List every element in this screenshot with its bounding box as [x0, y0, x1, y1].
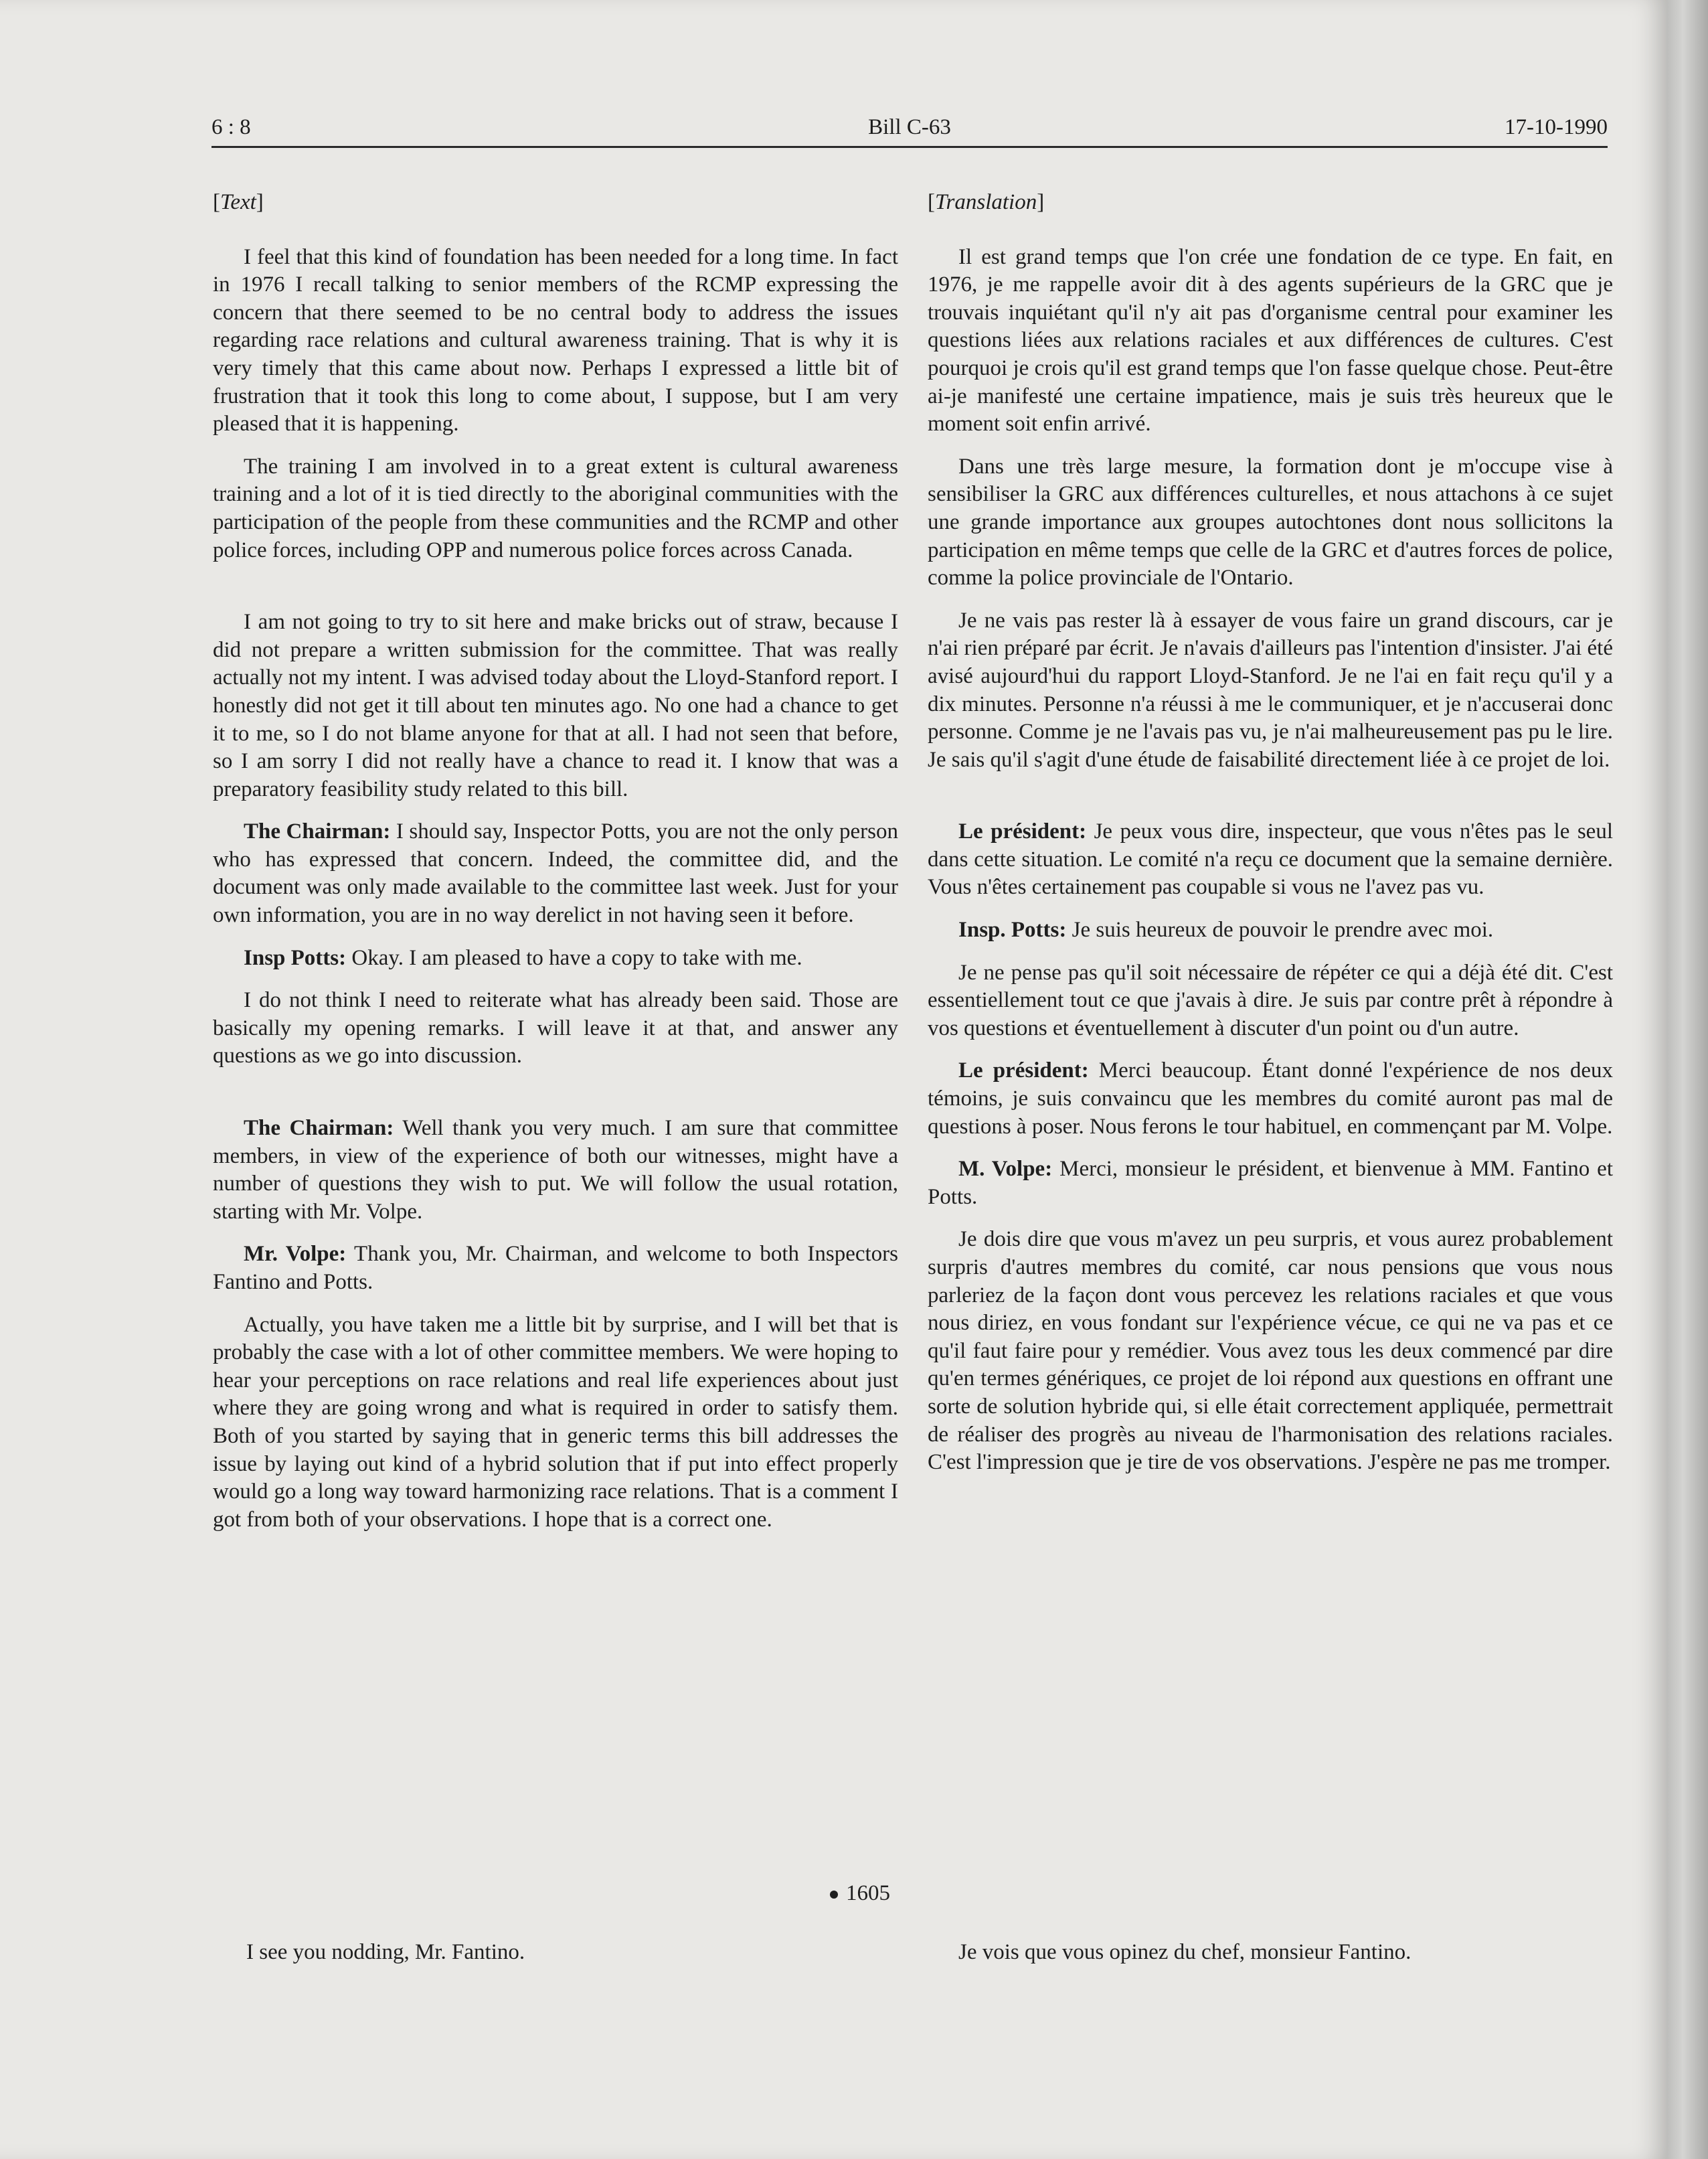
paragraph: Il est grand temps que l'on crée une fondation de ce type. En fait, en 1976, je me rappelle avoir dit à des agents supérieurs de la GRC que je trouvais inquiétant qu'il n'y ait pas d'organisme central pour examiner les questions liées aux relations raciales et aux différences de cultures. C'est pourquoi je crois qu'il est grand temps que l'on fasse quelque chose. Peut-être ai-je manifesté une certaine impatience, mais je suis très heureux que le moment soit enfin arrivé.: [928, 244, 1613, 436]
speaker-name: Insp. Potts:: [958, 918, 1067, 943]
paragraph: The Chairman: Well thank you very much. I am sure that committee members, in view of the experience of both our witnesses, might have a number of questions they wish to put. We will follow the usual rotation, starting with Mr. Volpe.: [213, 1116, 899, 1224]
speaker-name: Le président:: [958, 1058, 1089, 1083]
closing-line-english: I see you nodding, Mr. Fantino.: [246, 1940, 525, 1964]
paragraph: Insp. Potts: Je suis heureux de pouvoir le prendre avec moi.: [958, 918, 1494, 943]
column-tag: [Translation]: [928, 190, 1045, 214]
paragraph: Je ne pense pas qu'il soit nécessaire de répéter ce qui a déjà été dit. C'est essentiellement tout ce que j'avais à dire. Je suis par contre prêt à répondre à vos questions et éventuellement à discuter d'un point ou d'un autre.: [928, 960, 1613, 1040]
paragraph: Dans une très large mesure, la formation dont je m'occupe vise à sensibiliser la GRC aux différences culturelles, et nous attachons à ce sujet une grande importance aux groupes autochtones dont nous sollicitons la participation en même temps que celle de la GRC et d'autres forces de police, comme la police provinciale de l'Ontario.: [928, 454, 1613, 590]
french-column: [928, 189, 1613, 1492]
speaker-name: M. Volpe:: [958, 1157, 1053, 1182]
paragraph: M. Volpe: Merci, monsieur le président, et bienvenue à MM. Fantino et Potts.: [928, 1157, 1613, 1209]
paragraph: Le président: Je peux vous dire, inspecteur, que vous n'êtes pas le seul dans cette situation. Le comité n'a reçu ce document que la semaine dernière. Vous n'êtes certainement pas coupable si vous ne l'avez pas vu.: [928, 819, 1613, 900]
paragraph: I do not think I need to reiterate what has already been said. Those are basically my opening remarks. I will leave it at that, and answer any questions as we go into discussion.: [213, 988, 898, 1068]
bullet-icon: [830, 1891, 838, 1899]
speaker-name: The Chairman:: [244, 1116, 394, 1141]
speaker-name: Mr. Volpe:: [244, 1242, 347, 1267]
paragraph: Insp Potts: Okay. I am pleased to have a copy to take with me.: [244, 945, 802, 970]
speaker-name: Le président:: [958, 819, 1087, 844]
paragraph: I am not going to try to sit here and make bricks out of straw, because I did not prepare a written submission for the committee. That was really actually not my intent. I was advised today about the Lloyd-Stanford report. I honestly did not get it till about ten minutes ago. No one had a chance to get it to me, so I do not blame anyone for that at all. I had not seen that before, so I am sorry I did not really have a chance to read it. I know that was a preparatory feasibility study related to this bill.: [213, 610, 898, 801]
header-date: 17-10-1990: [1505, 115, 1608, 139]
paragraph: I feel that this kind of foundation has been needed for a long time. In fact in 1976 I recall talking to senior members of the RCMP expressing the concern that there seemed to be no central body to address the issues regarding race relations and cultural awareness training. That is why it is very timely that this came about now. Perhaps I expressed a little bit of frustration that it took this long to come about, I suppose, but I am very pleased that it is happening.: [213, 244, 898, 436]
page-header: [211, 115, 1608, 149]
speaker-name: The Chairman:: [244, 819, 391, 844]
speaker-name: Insp Potts:: [244, 945, 347, 970]
paragraph: The training I am involved in to a great extent is cultural awareness training and a lot of it is tied directly to the aboriginal communities with the participation of the people from these communities and the RCMP and other police forces, including OPP and numerous police forces across Canada.: [213, 454, 898, 562]
paragraph: Le président: Merci beaucoup. Étant donné l'expérience de nos deux témoins, je suis convaincu que les membres du comité auront pas mal de questions à poser. Nous ferons le tour habituel, en commençant par M. Volpe.: [928, 1058, 1613, 1139]
page-edge: [1667, 0, 1708, 2159]
column-tag: [Text]: [213, 190, 264, 214]
header-rule: [211, 146, 1608, 148]
closing-line-french: Je vois que vous opinez du chef, monsieur Fantino.: [958, 1940, 1412, 1964]
paragraph: Je ne vais pas rester là à essayer de vous faire un grand discours, car je n'ai rien préparé par écrit. Je n'avais d'ailleurs pas l'intention d'insister. J'ai été avisé aujourd'hui du rapport Lloyd-Stanford. Je ne l'ai en fait reçu qu'il y a dix minutes. Personne n'a réussi à me le communiquer, et je n'accuserai donc personne. Comme je ne l'avais pas vu, je n'ai malheureusement pas pu le lire. Je sais qu'il s'agit d'une étude de faisabilité directement liée à ce projet de loi.: [928, 608, 1613, 772]
paragraph: Mr. Volpe: Thank you, Mr. Chairman, and welcome to both Inspectors Fantino and Potts.: [213, 1242, 898, 1294]
bill-title: Bill C-63: [868, 115, 951, 139]
time-marker: 1605: [830, 1881, 890, 1906]
page-number: 6 : 8: [211, 115, 251, 139]
paragraph: Actually, you have taken me a little bit by surprise, and I will bet that is probably the case with a lot of other committee members. We were hoping to hear your perceptions on race relations and real life experiences about just where they are going wrong and what is required in order to satisfy them. Both of you started by saying that in generic terms this bill addresses the issue by laying out kind of a hybrid solution that if put into effect properly would go a long way toward harmonizing race relations. That is a comment I got from both of your observations. I hope that is a correct one.: [213, 1312, 898, 1532]
english-column: [213, 189, 898, 1548]
paragraph: Je dois dire que vous m'avez un peu surpris, et vous aurez probablement surpris d'autres membres du comité, car nous pensions que vous nous parleriez de la façon dont vous percevez les relations raciales et que vous nous diriez, en vous fondant sur l'expérience vécue, ce qui ne va pas et ce qu'il faut faire pour y remédier. Vous avez tous les deux commencé par dire qu'en termes génériques, ce projet de loi répond aux questions en offrant une sorte de solution hybride qui, si elle était correctement appliquée, permettrait de réaliser des progrès au niveau de l'harmonisation des relations raciales. C'est l'impression que je tire de vos observations. J'espère ne pas me tromper.: [928, 1227, 1613, 1475]
paragraph: The Chairman: I should say, Inspector Potts, you are not the only person who has expressed that concern. Indeed, the committee did, and the document was only made available to the committee last week. Just for your own information, you are in no way derelict in not having seen it before.: [213, 819, 899, 928]
